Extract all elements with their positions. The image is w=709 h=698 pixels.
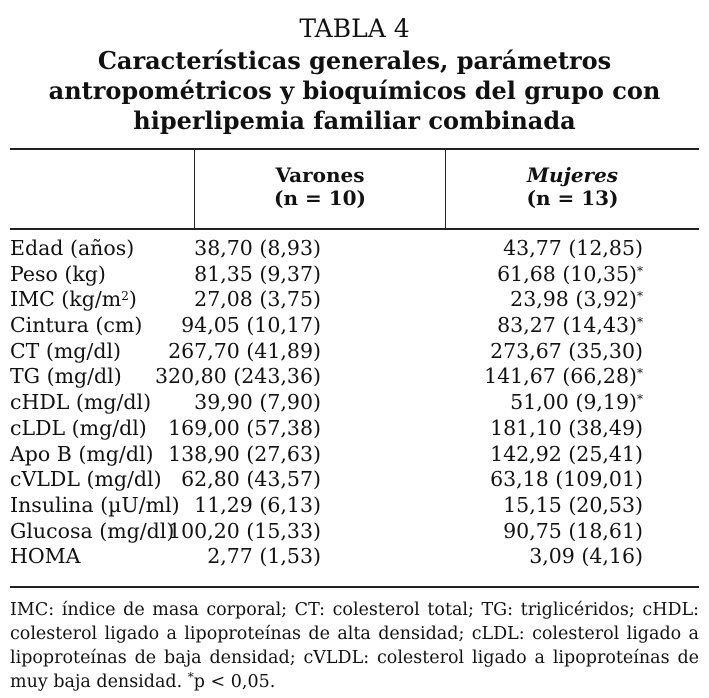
footnote-sig-text: p < 0,05.	[193, 672, 276, 692]
title-line-3: hiperlipemia familiar combinada	[133, 106, 576, 135]
mujeres-value-text: 3,09 (4,16)	[529, 544, 643, 569]
header-mujeres-label: Mujeres	[526, 163, 619, 187]
varones-value: 81,35 (9,37)	[194, 261, 321, 286]
mujeres-value-text: 61,68 (10,35)	[497, 261, 637, 286]
title-line-2: antropométricos y bioquímicos del grupo con	[48, 76, 661, 105]
row-label: Peso (kg)	[10, 261, 106, 286]
mujeres-value-text: 15,15 (20,53)	[503, 492, 643, 517]
varones-value: 138,90 (27,63)	[168, 441, 321, 466]
header-varones-label: Varones	[275, 163, 365, 187]
row-label	[10, 287, 137, 313]
row-label: CT (mg/dl)	[10, 338, 122, 363]
significance-mark: *	[637, 392, 643, 407]
mujeres-value	[503, 493, 643, 519]
mujeres-value-text: 181,10 (38,49)	[490, 415, 643, 440]
significance-mark: *	[637, 366, 643, 381]
row-label-text: IMC (kg/m	[10, 287, 122, 312]
varones-value: 100,20 (15,33)	[168, 518, 321, 543]
header-mujeres-n: (n = 13)	[526, 186, 619, 210]
mujeres-value	[503, 519, 643, 545]
mujeres-value	[510, 287, 643, 313]
table-row	[10, 442, 700, 468]
mujeres-value-text: 83,27 (14,43)	[497, 313, 637, 338]
mujeres-value-text: 43,77 (12,85)	[503, 236, 643, 260]
table-row	[10, 493, 700, 519]
mujeres-value	[490, 442, 643, 468]
header-bottom-rule	[10, 228, 699, 230]
varones-value: 27,08 (3,75)	[194, 287, 321, 312]
table-row	[10, 313, 700, 339]
significance-mark: *	[637, 315, 643, 330]
varones-value: 62,80 (43,57)	[181, 467, 321, 492]
table-footnote	[10, 598, 699, 694]
mujeres-value	[490, 416, 643, 442]
table-row	[10, 364, 700, 390]
header-varones	[195, 164, 445, 210]
row-label-end: )	[128, 287, 137, 312]
title-line-1: Características generales, parámetros	[97, 46, 612, 75]
significance-mark: *	[637, 289, 643, 304]
mujeres-value	[529, 544, 643, 570]
varones-value: 2,77 (1,53)	[207, 544, 321, 569]
mujeres-value	[503, 236, 643, 262]
varones-value: 169,00 (57,38)	[168, 415, 321, 440]
row-label: Edad (años)	[10, 236, 135, 260]
table-row	[10, 262, 700, 288]
label-superscript: 2	[121, 289, 129, 304]
varones-value: 94,05 (10,17)	[181, 313, 321, 338]
varones-value: 39,90 (7,90)	[194, 390, 321, 415]
header-varones-n: (n = 10)	[274, 186, 366, 210]
mujeres-value	[490, 467, 643, 493]
header-mujeres	[446, 164, 699, 210]
table-row	[10, 467, 700, 493]
mujeres-value-text: 142,92 (25,41)	[490, 441, 643, 466]
table-row	[10, 287, 700, 313]
mujeres-value	[490, 339, 643, 365]
mujeres-value	[497, 313, 643, 339]
row-label: cHDL (mg/dl)	[10, 390, 152, 415]
row-label: Cintura (cm)	[10, 313, 143, 338]
table-row	[10, 519, 700, 545]
row-label: Apo B (mg/dl)	[10, 441, 154, 466]
mujeres-value	[510, 390, 643, 416]
mujeres-value-text: 141,67 (66,28)	[484, 364, 637, 389]
footnote-text: IMC: índice de masa corporal; CT: colesterol total; TG: triglicéridos; cHDL: colesterol ligado a lipoproteínas de alta densidad; cLDL: colesterol ligado a lipoproteínas de baja densidad; cVLDL: colesterol ligado a lipoproteínas de muy baja densidad.	[10, 600, 699, 692]
footnote-sig-mark: *	[187, 670, 194, 684]
table-body	[10, 236, 700, 570]
table-row	[10, 390, 700, 416]
table-title	[0, 46, 709, 136]
mujeres-value	[484, 364, 643, 390]
row-label: TG (mg/dl)	[10, 364, 122, 389]
mujeres-value-text: 63,18 (109,01)	[490, 467, 643, 492]
varones-value: 38,70 (8,93)	[194, 236, 321, 260]
row-label: cLDL (mg/dl)	[10, 415, 147, 440]
row-label: HOMA	[10, 544, 81, 569]
table-label: TABLA 4	[299, 14, 410, 43]
row-label: Insulina (µU/ml)	[10, 492, 180, 517]
mujeres-value-text: 51,00 (9,19)	[510, 390, 637, 415]
table-row	[10, 339, 700, 365]
table-row	[10, 416, 700, 442]
significance-mark: *	[637, 263, 643, 278]
table-row	[10, 236, 700, 262]
varones-value: 267,70 (41,89)	[168, 338, 321, 363]
table-top-rule	[10, 148, 699, 150]
mujeres-value-text: 273,67 (35,30)	[490, 338, 643, 363]
table-row	[10, 544, 700, 570]
table-bottom-rule	[10, 586, 699, 588]
mujeres-value-text: 90,75 (18,61)	[503, 518, 643, 543]
row-label: Glucosa (mg/dl)	[10, 518, 175, 543]
mujeres-value	[497, 262, 643, 288]
mujeres-value-text: 23,98 (3,92)	[510, 287, 637, 312]
row-label: cVLDL (mg/dl)	[10, 467, 162, 492]
varones-value: 11,29 (6,13)	[194, 492, 321, 517]
varones-value: 320,80 (243,36)	[155, 364, 321, 389]
